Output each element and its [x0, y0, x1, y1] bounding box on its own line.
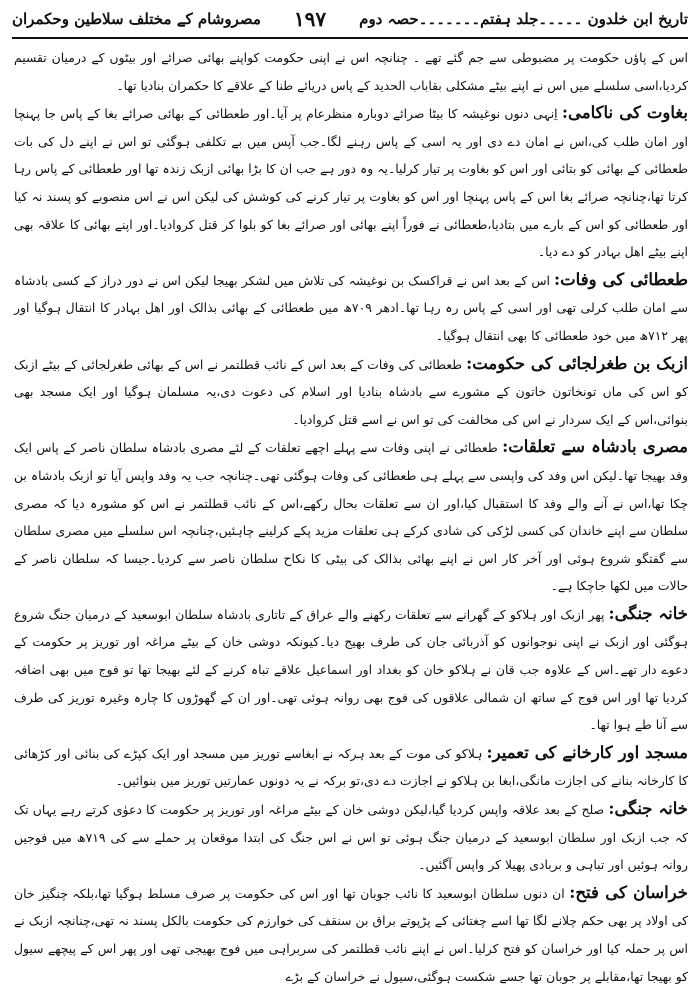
paragraph: [14, 879, 688, 990]
paragraph-text: اس کے بعد اس نے قراکسک بن نوغیشہ کی تلاش میں لشکر بھیجا لیکن اس نے دور دراز کے کسی بادشاہ سے امان طلب کرلی تھی اور اسی کے پاس رہ رہا تھا۔ادھر ۷۰۹ھ میں طعطائی کے بھائی بذالک اور اھل بہادر کا انتقال ہوگیا اور پھر ۷۱۲ھ میں خود طعطائی کا بھی انتقال ہوگیا۔: [14, 272, 688, 343]
paragraph-text: طعطائی نے اپنی وفات سے پہلے اچھے تعلقات کے لئے مصری بادشاہ سلطان ناصر کے پاس ایک وفد بھیجا تھا۔لیکن اس وفد کی واپسی سے پہلے ہی طعطائی کی وفات ہوگئی تھی۔چنانچہ جب یہ وفد واپس آیا تو ازبک بادشاہ بن چکا تھا،اس نے آنے والے وفد کا استقبال کیا،اور ان سے تعلقات بحال رکھے،اس کے نائب قطلتمر نے اس کو مشورہ دیا کہ مصری سلطان سے اپنے خاندان کی کسی لڑکی کی شادی کرکے ہی تعلقات مزید پکے کرلینے چاہئیں،چنانچہ اس سلسلے میں مصری سلطان سے گفتگو شروع ہوئی اور آخر کار اس نے اپنے بھائی بذالک کی بیٹی کا نکاح سلطان ناصر سے کردیا۔جیسا کہ سلطان ناصر کے حالات میں لکھا جاچکا ہے۔: [14, 440, 688, 594]
section-heading: بغاوت کی ناکامی:: [561, 103, 688, 123]
paragraph: [14, 266, 688, 350]
chapter-title: مصروشام کے مختلف سلاطین وحکمران: [12, 10, 261, 28]
section-heading: خراسان کی فتح:: [569, 882, 688, 902]
paragraph-text: اِنہی دنوں نوغیشہ کا بیٹا صرائے دوبارہ منظرعام پر آیا۔اور طعطائی کے بھائی صرائے بغا کے پاس جا پہنچا اور امان طلب کی،اس نے امان دے دی اور یہ اسی کے پاس رہنے لگا۔جب آپس میں بے تکلفی ہوگئی تو اس نے اپنے دل کی بات طعطائی کے بھائی کو بتائی اور اس کو بغاوت پر تیار کرلیا۔یہ وہ دور ہے جب ان کا بڑا بھائی ازبک زندہ تھا اور طعطائی کے پاس رہا کرتا تھا،چنانچہ صرائے بغا اس کے پاس پہنچا اور اس کو بغاوت پر تیار کرنے کی کوشش کی لیکن اس نے اس منصوبے کو پسند نہ کیا اور طعطائی کو اس کے بارے میں بتادیا،طعطائی نے فوراً اپنے بھائی اور صرائے بغا کو بلوا کر قتل کروادیا۔اور اپنے بھائی کا علاقہ بھی اپنے بیٹے اھل بہادر کو دے دیا۔: [14, 106, 688, 260]
paragraph-text: ان دنوں سلطان ابوسعید کا نائب جوبان تھا اور اس کی حکومت پر صرف مسلط ہوگیا تھا،بلکہ چنگیز خان کی اولاد پر بھی حکم چلانے لگا تھا اسے چغتائی کے پڑپوتے براق بن سنقف کی خوارزم کی حکومت بالکل پسند نہ تھی،چنانچہ ازبک نے اس پر حملہ کیا اور خراسان کو فتح کرلیا۔اس نے اپنے نائب قطلتمر کی سربراہی میں فوج بھیجی تھی اور پھر اس کے پیچھے سیول کو بھیجا تھا،مقابلے پر جوبان تھا جسے شکست ہوگئی،سیول نے خراسان کے بڑے: [14, 885, 688, 984]
page-number: ۱۹۷: [293, 7, 327, 31]
paragraph: [14, 99, 688, 266]
paragraph: [14, 795, 688, 879]
paragraph: [14, 433, 688, 600]
section-heading: خانہ جنگی:: [608, 603, 688, 623]
section-heading: مسجد اور کارخانے کی تعمیر:: [486, 742, 689, 762]
paragraph: [14, 44, 688, 99]
paragraph-text: پھر ازبک اور ہلاکو کے گھرانے سے تعلقات رکھنے والے عراق کے تاتاری بادشاہ سلطان ابوسعید کے درمیان جنگ شروع ہوگئی اور ازبک نے اپنی نوجوانوں کو آذربائی جان کی طرف بھیج دیا۔کیونکہ دوشی خان کے بیٹے مراغہ اور توریز پر حکومت کے دعوے دار تھے۔اس کے علاوہ جب قان نے ہلاکو خان کو بغداد اور اسماعیل علاقے تباہ کرنے کے لئے بھیجا تھا تو فوج میں بھی اضافہ کردیا تھا اور اس فوج کے ساتھ ان شمالی علاقوں کی فوج بھی روانہ ہوئی تھی۔اور ان کے گھوڑوں کا چارہ وغیرہ توریز کی طرف سے آنا طے ہوا تھا۔: [14, 606, 688, 733]
paragraph: [14, 350, 688, 434]
paragraph-text: اس کے پاؤں حکومت پر مضبوطی سے جم گئے تھے ۔ چنانچہ اس نے اپنی حکومت کواپنے بھائی صرائے اور بیٹوں کے درمیان تقسیم کردیا،اسی سلسلے میں اس نے اپنے بیٹے مشکلی بقاباب الحدید کے پاس دریائے طنا کے علاقے کا حکمران بنادیا تھا۔: [14, 50, 688, 93]
paragraph: [14, 600, 688, 739]
paragraph-text: صلح کے بعد علاقہ واپس کردیا گیا،لیکن دوشی خان کے بیٹے مراغہ اور توریز پر حکومت کا دعوٰی کرتے رہے یہاں تک کہ جب ازبک اور سلطان ابوسعید کے درمیان جنگ ہوئی تو اس نے اس جنگ کی ابتدا موقعان پر حملے سے کی ۷۱۹ھ میں فوجیں روانہ ہوئیں اور تباہی و بربادی پھیلا کر واپس آگئیں۔: [14, 802, 688, 873]
page-header: [12, 4, 688, 34]
section-heading: طعطائی کی وفات:: [554, 269, 688, 289]
section-heading: ازبک بن طغرلجائی کی حکومت:: [466, 353, 688, 373]
paragraph: [14, 739, 688, 795]
book-title: تاریخ ابن خلدون ۔۔۔۔۔جلد ہفتم۔۔۔۔۔۔۔حصہ دوم: [359, 10, 688, 28]
header-divider: [12, 37, 688, 39]
paragraph-text: طعطائی کی وفات کے بعد اس کے نائب قطلتمر نے اس کے بھائی طغرلجائی کے بیٹے ازبک کو اس کی ماں تونخاتون خاتون کے مشورے سے بادشاہ بنادیا اور اسلام کی دعوت دی،یہ مسلمان ہوگیا اور ایک مسجد بھی بنوائی،اس کے ایک سردار نے اس کی مخالفت کی تو اس نے اسے قتل کروادیا۔: [13, 356, 688, 427]
section-heading: خانہ جنگی:: [608, 799, 688, 819]
paragraph-text: ہلاکو کی موت کے بعد ہرکہ نے ابغاسے توریز میں مسجد اور ایک کپڑے کی بنائی اور کڑھائی کا کارخانہ بنانے کی اجازت مانگی،ابغا بن ہلاکو نے اجازت دے دی،تو برکہ نے یہ دونوں عمارتیں توریز میں بنوائیں۔: [14, 745, 688, 789]
section-heading: مصری بادشاہ سے تعلقات:: [502, 437, 688, 457]
page-body: [13, 44, 689, 984]
